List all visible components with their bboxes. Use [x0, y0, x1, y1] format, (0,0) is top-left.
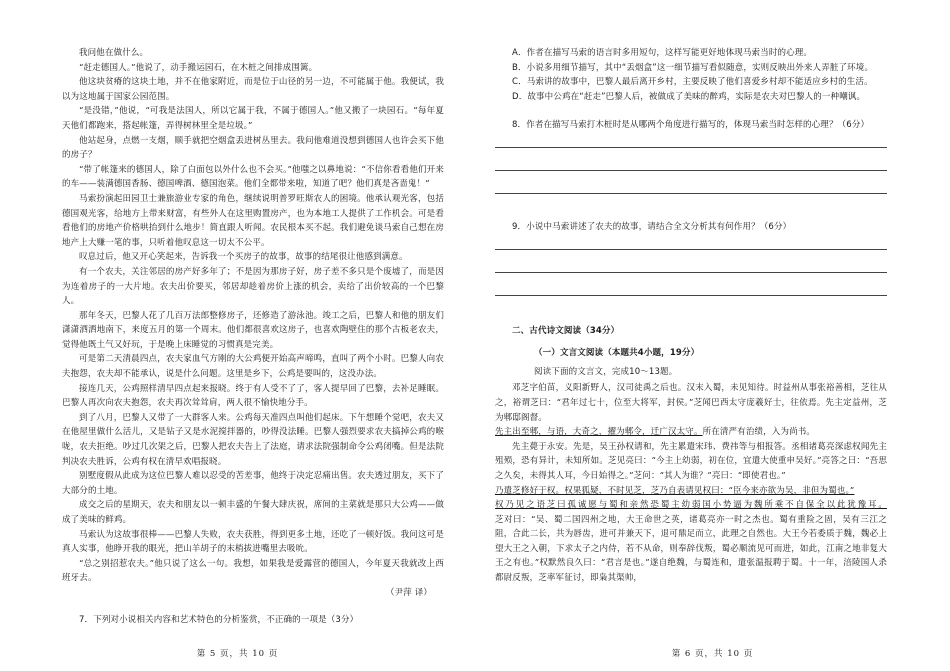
story-paragraph: “赶走德国人。”他说了，动手搬运园石，在木桩之间排成围篱。 [79, 62, 318, 73]
classical-paragraph: 先主薨于永安。先是，吴王孙权请和，先主累遣宋玮、费祎等与相报答。丞相诸葛亮深虑权闻先主殂殒，恐有异计，未知所如。芝见亮曰：“今主上幼弱，初在位，宜遣大使重申吴好。”亮答之曰：“吾思之久矣，未得其人耳，今日始得之。”芝问：“其人为谁？”亮曰：“即使君也。” [495, 441, 887, 481]
story-paragraph: “总之别招惹农夫。”他只说了这么一句。我想，如果我是爱露营的德国人，今年夏天我就改上西班牙去。 [62, 558, 444, 584]
option-c: C．马索讲的故事中，巴黎人最后离开乡村，主要反映了他们喜爱乡村却不能适应乡村的生活。 [512, 77, 873, 88]
question-8: 8．作者在描写马索打木桩时是从哪两个角度进行描写的，体现马索当时怎样的心理？（6分） [512, 120, 870, 131]
option-d: D．故事中公鸡在“赶走”巴黎人后，被做成了美味的醉鸡，实际是农夫对巴黎人的一种嘲讽。 [512, 91, 866, 102]
classical-text: 所在清严有治绩，入为尚书。 [702, 427, 816, 438]
punctuation-task: 权乃见之语芝曰孤诚愿与蜀和亲然恐蜀主幼弱国小势逼为魏所乘不自保全以此犹豫耳。 [495, 500, 887, 511]
translator-credit: （尹萍 译） [385, 587, 432, 598]
option-b: B．小说多用细节描写，其中“丢烟盒”这一细节描写看似随意，实则反映出外来人弄脏了环境。 [512, 62, 874, 73]
classical-paragraph: 邓芝字伯苗，义阳新野人，汉司徒禹之后也。汉末入蜀，未见知待。时益州从事张裕善相，芝往从之，裕谓芝曰：“君年过七十，位至大将军，封侯。”芝闻巴西太守庞羲好士，往依焉。先主定益州，芝为郫邸阁督。 [495, 383, 887, 423]
story-paragraph: 叹息过后，他又开心笑起来，告诉我一个买房子的故事，故事的结尾很让他感到满意。 [79, 252, 408, 263]
option-a: A．作者在描写马索的语言时多用短句，这样写能更好地体现马索当时的心理。 [512, 48, 813, 58]
story-paragraph: 可是第二天清晨四点，农夫家血气方刚的大公鸡便开始高声啼鸣，直叫了两个小时。巴黎人向农夫抱怨，农夫却不能承认，说是什么问题。这里是乡下，公鸡是要叫的，这没办法。 [62, 354, 444, 380]
story-paragraph: 他站起身，点燃一支烟，顺手就把空烟盒丢进树丛里去。我问他难道没想到德国人也许会买下他的房子？ [62, 135, 444, 161]
story-paragraph: “是没错，”他说，“可我是法国人，所以它属于我，不属于德国人。”他又搬了一块园石。“每年夏天他们都跑来，搭起帐篷，弄得树林里全是垃圾。” [62, 106, 444, 131]
underlined-sentence: 乃遣芝修好于权。权果狐疑，不时见芝，芝乃自表请见权曰：“臣今来亦欲为吴，非但为蜀也。” [495, 485, 855, 496]
story-paragraph: 我问他在做什么。 [79, 48, 149, 58]
right-page [475, 0, 950, 671]
classical-paragraph: 芝对曰：“吴、蜀二国四州之地，大王命世之英，诸葛亮亦一时之杰也。蜀有重险之固，吴有三江之阻，合此二长，共为唇齿，进可并兼天下，退可鼎足而立，此理之自然也。大王今若委质于魏，魏必上望大王之入朝，下求太子之内侍，若不从命，则奉辞伐叛，蜀必顺流见可而进，如此，江南之地非复大王之有也。”权默然良久曰：“君言是也。”遂自绝魏，与蜀连和，遣张温报聘于蜀。十一年，涪陵国人杀都尉反叛，芝率军征讨，即枭其渠帅， [495, 514, 887, 584]
page-number-right: 第 6 页，共 10 页 [671, 649, 754, 659]
story-paragraph: 他这块贫瘠的这块土地，并不在他家附近，而是位于山径的另一边，不可能属于他。我便试，我以为这地属于国家公园范围。 [62, 77, 444, 102]
story-paragraph: 那年冬天，巴黎人花了几百万法郎整修房子，还修造了游泳池。竣工之后，巴黎人和他的朋友们潇潇洒洒地南下，来度五月的第一个周末。他们都很喜欢这房子，也喜欢陶壁住的那个古板老农夫，觉得他既土气又好玩，于是晚上床睡觉的习惯真是完美。 [62, 310, 444, 350]
subsection-heading: （一）文言文阅读（本题共4小题，19分） [534, 348, 700, 359]
page-number-left: 第 5 页，共 10 页 [196, 649, 279, 659]
classical-paragraph [495, 484, 887, 499]
story-paragraph: “带了帐篷来的德国人，除了白面包以外什么也不会买。”他嗤之以鼻地说：“不信你看看他们开来的车——装满德国香肠、德国啤酒、德国泡菜。他们全都带来啦，知道了吧？他们真是吝啬鬼！” [62, 164, 444, 190]
left-column [62, 46, 444, 627]
story-paragraph: 马索扮演起田园卫士兼旅游业专家的角色，继续说明普罗旺斯农人的困境。他承认观光客，包括德国观光客，给地方上带来财富，有些外人在这里购置房产，也为本地工人提供了工作机会。可是看看他们的房地产价格哄抬到什么地步！简直跟人听闻。农民根本买不起。我们避免谈马索自己想在房地产上大赚一笔的事，只听着他叹息这一切太不公平。 [62, 193, 444, 248]
story-paragraph: 别墅度假从此成为这位巴黎人难以忍受的苦差事，他终于决定忍痛出售。农夫透过朋友，买下了大部分的土地。 [62, 471, 444, 496]
classical-paragraph [495, 425, 887, 440]
underlined-sentence: 先主出至郫，与语，大奇之，擢为郫令，迁广汉太守。 [495, 427, 703, 438]
section-heading: 二、古代诗文阅读（34分） [512, 325, 620, 336]
story-paragraph: 到了八月，巴黎人又带了一大群客人来。公鸡每天准四点叫他们起床。下午想睡个觉吧，农夫又在他屋里做什么活儿，又是钻子又是水泥搅拌器的，吵得没法睡。巴黎人强烈要求农夫搞掉公鸡的喉咙，农夫拒绝。吵过几次架之后，巴黎人把农夫告上了法庭，请求法院强制命令公鸡闭嘴。但是法院判决农夫胜诉，公鸡有权在清早欢唱报晓。 [62, 412, 444, 467]
story-paragraph: 马索认为这故事很棒——巴黎人失败，农夫获胜，得到更多土地，还吃了一顿好饭。我问这可是真人实事，他睁开我的眼光，把山羊胡子的末梢拔进嘴里去吸吮。 [62, 529, 444, 555]
right-column [495, 46, 887, 586]
reading-instruction: 阅读下面的文言文，完成10～13题。 [534, 366, 678, 377]
question-9: 9．小说中马索讲述了农夫的故事，请结合全文分析其有何作用？（6分） [512, 221, 792, 232]
story-paragraph: 有一个农夫，关注邻居的房产好多年了；不是因为那房子好，房子差不多只是个废墟了，而是因为连着房子的一大片地。农夫出价要买，邻居却趁着房价上涨的机会，卖给了出价较高的一个巴黎人。 [62, 266, 444, 307]
story-paragraph: 接连几天，公鸡照样清早四点起来报晓。终于有人受不了了，客人提早回了巴黎，去补足睡眠。巴黎人再次向农夫抱怨，农夫再次耸耸肩，两人很不愉快地分手。 [62, 383, 444, 409]
question-7: 7．下列对小说相关内容和艺术特色的分析鉴赏，不正确的一项是（3分） [79, 614, 359, 625]
story-paragraph: 成交之后的星期天，农夫和朋友以一顿丰盛的午餐大肆庆祝，席间的主菜就是那只大公鸡——做成了美味的鲜鸡。 [62, 500, 444, 525]
